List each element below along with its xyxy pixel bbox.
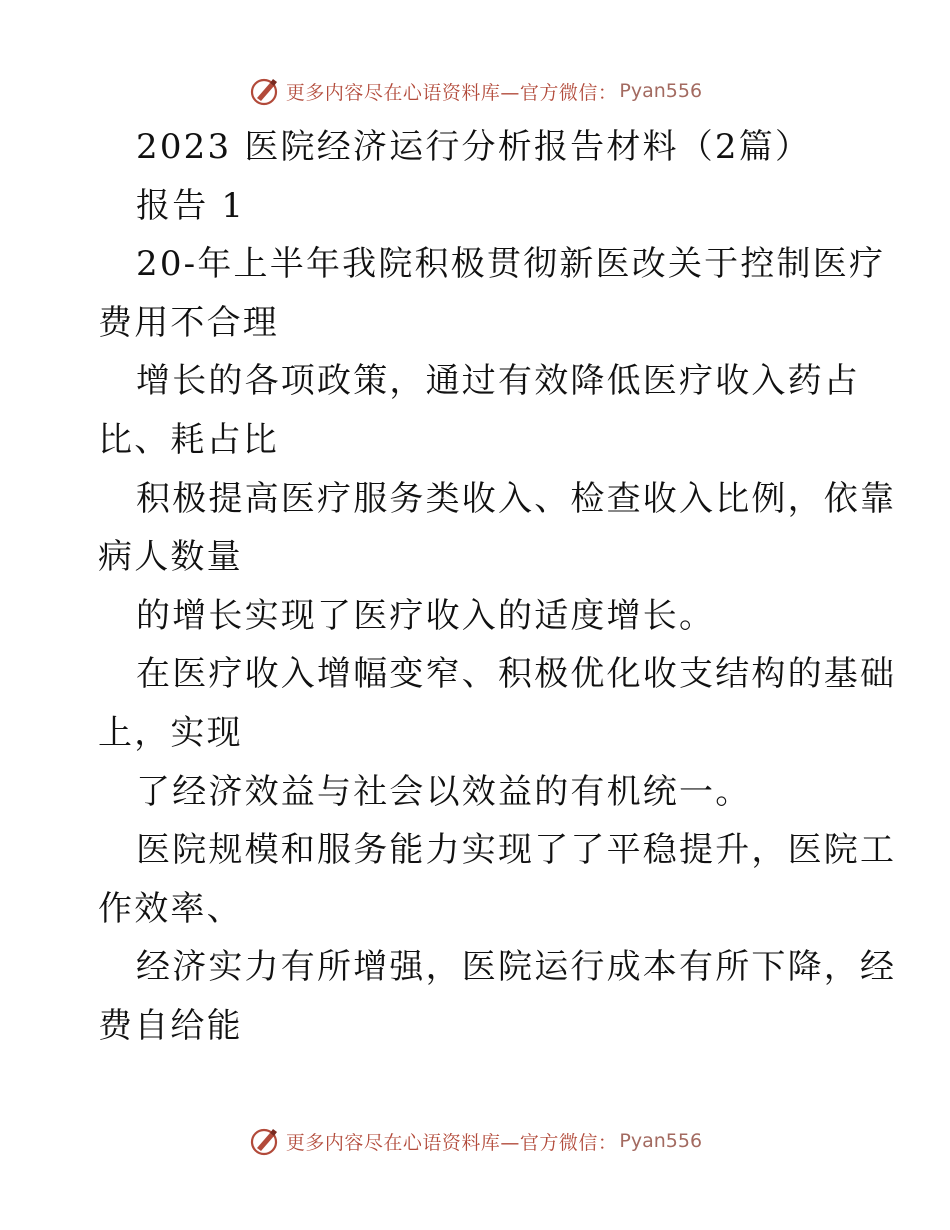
text-line: 的增长实现了医疗收入的适度增长。: [136, 595, 716, 636]
pen-logo-icon: [248, 1124, 282, 1158]
text-line: 比、耗占比: [98, 419, 279, 460]
text-line: 病人数量: [98, 537, 243, 578]
text-line: 费用不合理: [98, 302, 279, 343]
text-line: 增长的各项政策，通过有效降低医疗收入药占: [136, 361, 860, 402]
header-watermark: [0, 71, 950, 111]
text-line: 作效率、: [98, 888, 243, 929]
paragraph-lines: [98, 235, 897, 1055]
text-line: 积极提高医疗服务类收入、检查收入比例，依靠: [136, 478, 897, 519]
document-subheading: 报告 1: [136, 185, 246, 226]
text-line: 经济实力有所增强，医院运行成本有所下降，经: [136, 947, 897, 988]
document-body: [98, 118, 897, 1056]
watermark-wechat-id: Pyan556: [619, 80, 703, 102]
text-line: 费自给能: [98, 1005, 243, 1046]
text-line: 在医疗收入增幅变窄、积极优化收支结构的基础: [136, 654, 897, 695]
watermark-text: 更多内容尽在心语资料库—官方微信：: [285, 81, 618, 104]
document-title: 2023 医院经济运行分析报告材料（2篇）: [136, 127, 812, 167]
text-line: 医院规模和服务能力实现了了平稳提升，医院工: [136, 830, 897, 871]
text-line: 上，实现: [98, 712, 243, 753]
watermark-text: 更多内容尽在心语资料库—官方微信：: [285, 1131, 618, 1154]
text-line: 了经济效益与社会以效益的有机统一。: [136, 771, 752, 812]
watermark-wechat-id: Pyan556: [619, 1130, 703, 1152]
pen-logo-icon: [248, 74, 282, 108]
text-line: 20-年上半年我院积极贯彻新医改关于控制医疗: [136, 244, 886, 285]
footer-watermark: [0, 1121, 950, 1161]
